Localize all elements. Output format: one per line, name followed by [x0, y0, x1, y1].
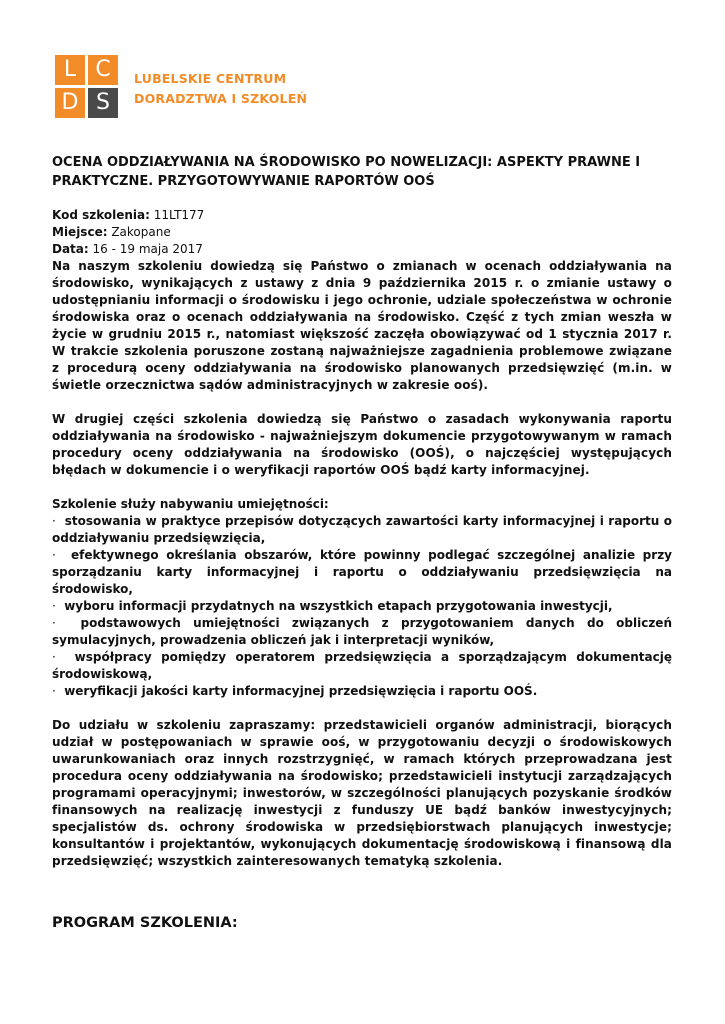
bullet-mark: ·	[52, 616, 56, 630]
skill-text: wyboru informacji przydatnych na wszystkich etapach przygotowania inwestycji,	[64, 599, 613, 613]
bullet-mark: ·	[52, 684, 56, 698]
bullet-mark: ·	[52, 548, 56, 562]
logo-name-line2: DORADZTWA I SZKOLEŃ	[134, 91, 308, 106]
skill-item	[52, 547, 672, 598]
skill-item	[52, 649, 672, 683]
meta-date-value: 16 - 19 maja 2017	[92, 242, 203, 256]
logo-name-line1: LUBELSKIE CENTRUM	[134, 71, 287, 86]
meta-place	[52, 224, 672, 241]
skill-text: weryfikacji jakości karty informacyjnej przedsięwzięcia i raportu OOŚ.	[64, 684, 538, 698]
logo-tile-s: S	[88, 88, 118, 118]
lcds-logo	[55, 55, 315, 119]
meta-code	[52, 207, 672, 224]
meta-date-label: Data:	[52, 242, 89, 256]
skill-item	[52, 615, 672, 649]
meta-code-value: 11LT177	[153, 208, 205, 222]
meta-date	[52, 241, 672, 258]
bullet-mark: ·	[52, 599, 56, 613]
intro-paragraph: Na naszym szkoleniu dowiedzą się Państwo o zmianach w ocenach oddziaływania na środowisko, wynikających z ustawy z dnia 9 października 2015 r. o zmianie ustawy o udostępnianiu informacji o środowisku i jego ochronie, udziale społeczeństwa w ochronie środowiska oraz o ocenach oddziaływania na środowisko. Część z tych zmian weszła w życie w grudniu 2015 r., natomiast większość zaczęła obowiązywać od 1 stycznia 2017 r. W trakcie szkolenia poruszone zostaną najważniejsze zagadnienia problemowe związane z procedurą oceny oddziaływania na środowisko planowanych przedsięwzięć (m.in. w świetle orzecznictwa sądów administracyjnych w zakresie ooś).	[52, 259, 672, 392]
meta-place-value: Zakopane	[111, 225, 171, 239]
bullet-mark: ·	[52, 650, 56, 664]
skill-text: podstawowych umiejętności związanych z przygotowaniem danych do obliczeń symulacyjnych, prowadzenia obliczeń jak i interpretacji wyników,	[52, 616, 672, 647]
document-body	[52, 207, 672, 870]
skill-text: współpracy pomiędzy operatorem przedsięwzięcia a sporządzającym dokumentację środowiskową,	[52, 650, 672, 681]
skills-heading: Szkolenie służy nabywaniu umiejętności:	[52, 497, 329, 511]
logo-tiles	[55, 55, 119, 119]
meta-code-label: Kod szkolenia:	[52, 208, 150, 222]
skill-item	[52, 683, 672, 700]
logo-organization-name	[134, 69, 307, 109]
skill-text: stosowania w praktyce przepisów dotyczących zawartości karty informacyjnej i raportu o oddziaływaniu przedsięwzięcia,	[52, 514, 673, 545]
program-heading: PROGRAM SZKOLENIA:	[52, 915, 238, 931]
report-paragraph: W drugiej części szkolenia dowiedzą się Państwo o zasadach wykonywania raportu oddziaływania na środowisko - najważniejszym dokumencie przygotowywanym w ramach procedury oceny oddziaływania na środowisko (OOŚ), o najczęściej występujących błędach w dokumencie i o weryfikacji raportów OOŚ bądź karty informacyjnej.	[52, 412, 672, 477]
meta-place-label: Miejsce:	[52, 225, 108, 239]
skill-item	[52, 513, 672, 547]
skill-text: efektywnego określania obszarów, które powinny podlegać szczególnej analizie przy sporządzaniu karty informacyjnej i raportu o oddziaływaniu przedsięwzięcia na środowisko,	[52, 548, 672, 596]
skill-item	[52, 598, 672, 615]
logo-tile-l: L	[55, 55, 85, 85]
document-title: OCENA ODDZIAŁYWANIA NA ŚRODOWISKO PO NOWELIZACJI: ASPEKTY PRAWNE I PRAKTYCZNE. PRZYGOTOWYWANIE RAPORTÓW OOŚ	[52, 155, 641, 189]
bullet-mark: ·	[52, 514, 56, 528]
logo-tile-d: D	[55, 88, 85, 118]
audience-paragraph: Do udziału w szkoleniu zapraszamy: przedstawicieli organów administracji, biorących udział w postępowaniach w sprawie ooś, w przygotowaniu decyzji o środowiskowych uwarunkowaniach oraz innych rozstrzygnięć, w ramach których przeprowadzana jest procedura oceny oddziaływania na środowisko; przedstawicieli instytucji zarządzających programami operacyjnymi; inwestorów, w szczególności planujących pozyskanie środków finansowych na realizację inwestycji z funduszy UE bądź banków inwestycyjnych; specjalistów ds. ochrony środowiska w przedsiębiorstwach planujących inwestycje; konsultantów i projektantów, wykonujących dokumentację środowiskową i finansową dla przedsięwzięć; wszystkich zainteresowanych tematyką szkolenia.	[52, 718, 672, 868]
logo-tile-c: C	[88, 55, 118, 85]
